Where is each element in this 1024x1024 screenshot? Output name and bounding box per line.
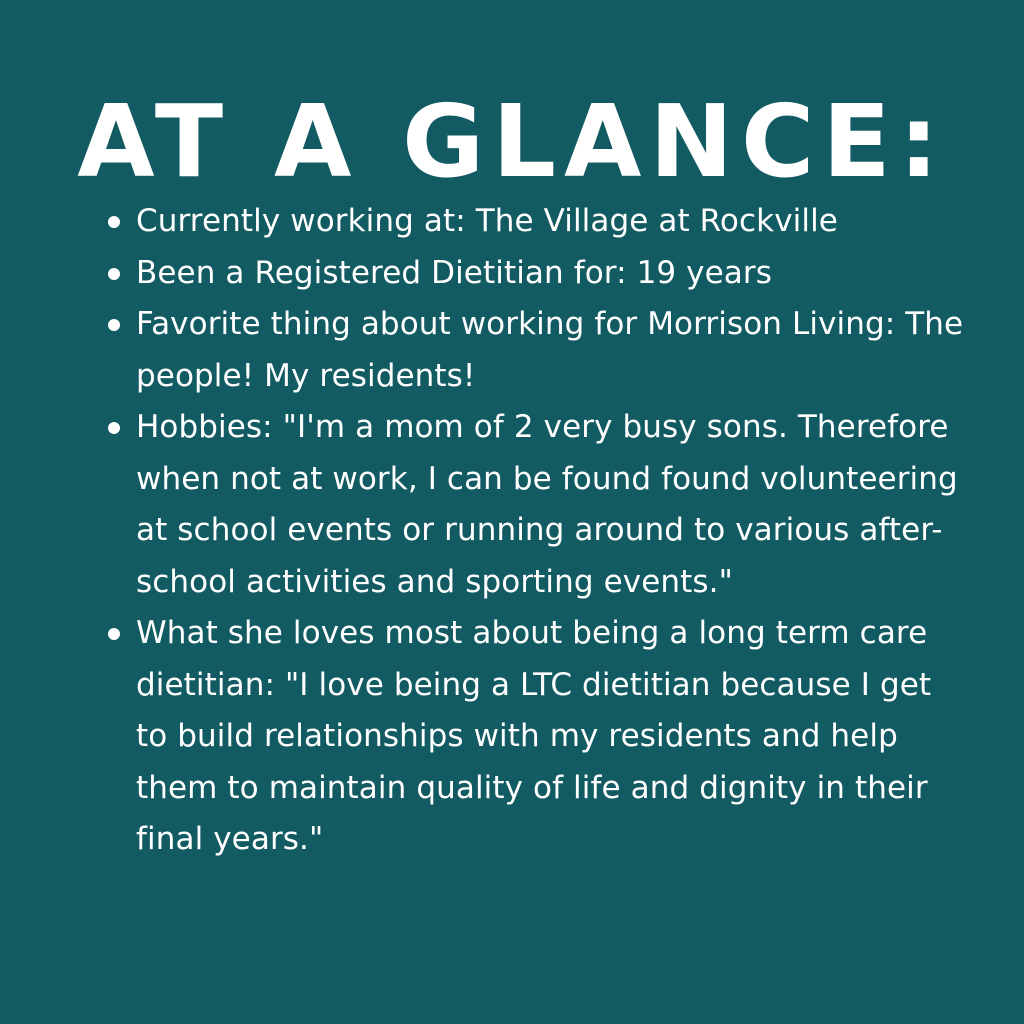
list-item [96,402,966,608]
bullet-icon [108,268,120,280]
bullet-icon [108,319,120,331]
fact-years-as-dietitian: Been a Registered Dietitian for: 19 years [136,254,772,291]
bullet-icon [108,628,120,640]
bullet-icon [108,216,120,228]
bullet-icon [108,422,120,434]
fact-favorite-thing: Favorite thing about working for Morrison Living: The people! My residents! [136,306,964,394]
list-item [96,196,966,248]
fact-loves-most: What she loves most about being a long term care dietitian: "I love being a LTC dietitian because I get to build relationships with my residents and help them to maintain quality of life and dignity in their final years." [136,615,932,857]
list-item [96,248,966,300]
page-title: AT A GLANCE: [77,83,947,200]
facts-list [96,196,966,866]
list-item [96,608,966,866]
fact-hobbies: Hobbies: "I'm a mom of 2 very busy sons. Therefore when not at work, I can be found found volunteering at school events or running around to various after-school activities and sporting events." [136,409,958,600]
list-item [96,299,966,402]
fact-current-workplace: Currently working at: The Village at Rockville [136,203,838,239]
